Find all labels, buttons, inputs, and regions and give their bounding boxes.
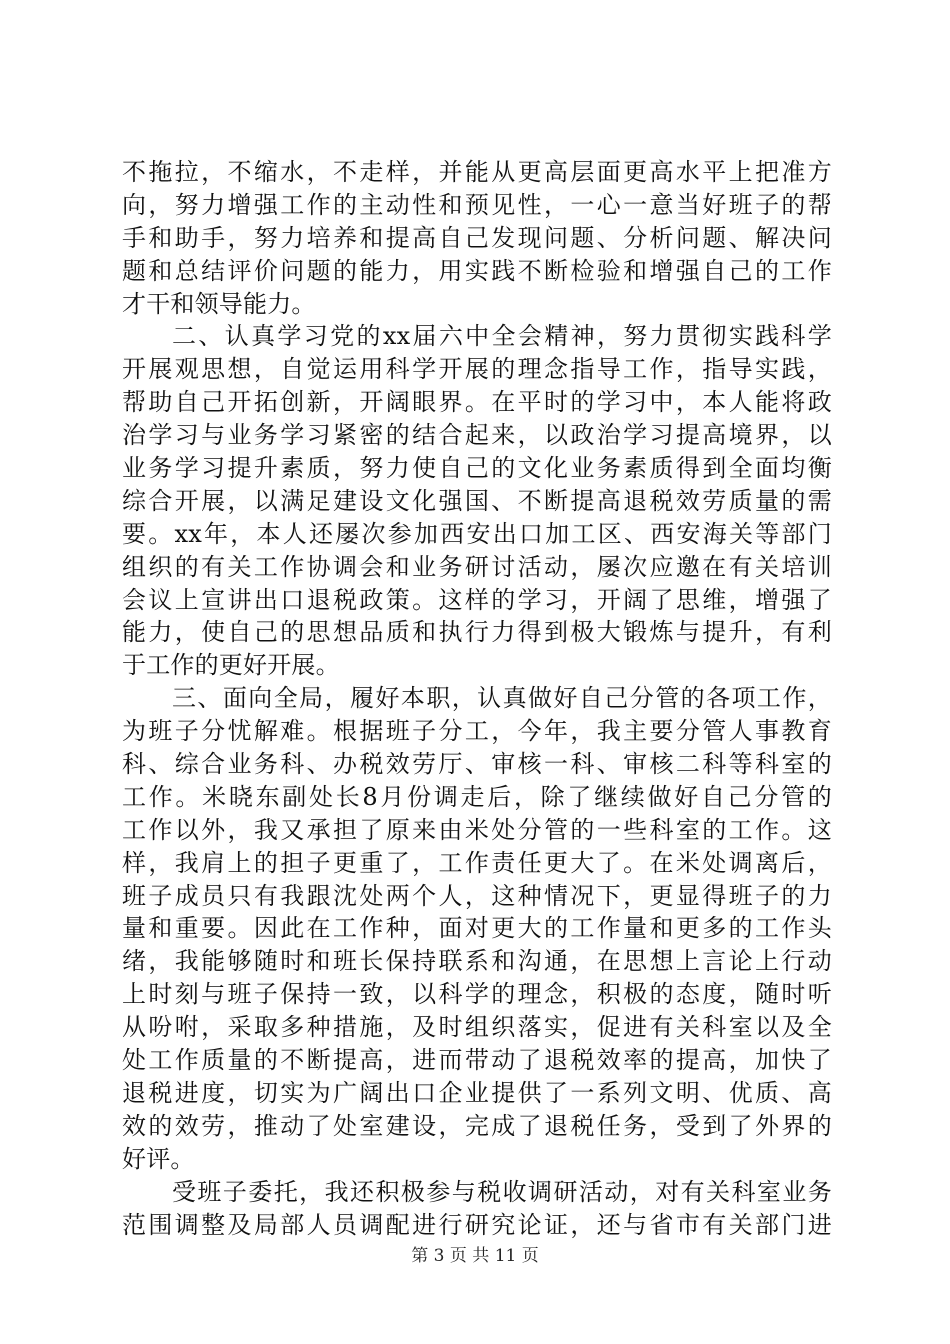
text-line: 二、认真学习党的xx届六中全会精神，努力贯彻实践科学 xyxy=(172,322,832,351)
paragraph-research xyxy=(122,1176,832,1242)
document-body xyxy=(122,156,832,1241)
text-line: 工作以外，我又承担了原来由米处分管的一些科室的工作。这 xyxy=(122,815,832,844)
text-line: 不拖拉，不缩水，不走样，并能从更高层面更高水平上把准方 xyxy=(122,158,832,186)
text-line: 好评。 xyxy=(122,1144,195,1173)
text-line: 能力，使自己的思想品质和执行力得到极大锻炼与提升，有利 xyxy=(122,618,832,647)
text-line: 手和助手，努力培养和提高自己发现问题、分析问题、解决问 xyxy=(122,223,832,252)
text-line: 综合开展，以满足建设文化强国、不断提高退税效劳质量的需 xyxy=(122,486,832,515)
paragraph-duties xyxy=(122,682,832,1175)
paragraph-continuation xyxy=(122,156,832,320)
text-line: 治学习与业务学习紧密的结合起来，以政治学习提高境界，以 xyxy=(122,421,832,450)
page-number-footer: 第 3 页 共 11 页 xyxy=(411,1246,539,1266)
text-line: 班子成员只有我跟沈处两个人，这种情况下，更显得班子的力 xyxy=(122,881,832,910)
text-line: 帮助自己开拓创新，开阔眼界。在平时的学习中，本人能将政 xyxy=(122,388,832,417)
text-line: 效的效劳，推动了处室建设，完成了退税任务，受到了外界的 xyxy=(122,1111,832,1140)
text-line: 受班子委托，我还积极参与税收调研活动，对有关科室业务 xyxy=(172,1177,832,1206)
text-line: 会议上宣讲出口退税政策。这样的学习，开阔了思维，增强了 xyxy=(122,585,832,614)
text-line: 上时刻与班子保持一致，以科学的理念，积极的态度，随时听 xyxy=(122,980,832,1009)
text-line: 开展观思想，自觉运用科学开展的理念指导工作，指导实践， xyxy=(122,355,832,384)
text-line: 组织的有关工作协调会和业务研讨活动，屡次应邀在有关培训 xyxy=(122,552,832,581)
text-line: 工作。米晓东副处长8月份调走后，除了继续做好自己分管的 xyxy=(122,782,832,811)
text-line: 从吩咐，采取多种措施，及时组织落实，促进有关科室以及全 xyxy=(122,1013,832,1042)
text-line: 才干和领导能力。 xyxy=(122,289,316,318)
text-line: 范围调整及局部人员调配进行研究论证，还与省市有关部门进 xyxy=(122,1210,832,1239)
text-line: 退税进度，切实为广阔出口企业提供了一系列文明、优质、高 xyxy=(122,1078,832,1107)
text-line: 题和总结评价问题的能力，用实践不断检验和增强自己的工作 xyxy=(122,256,832,285)
text-line: 处工作质量的不断提高，进而带动了退税效率的提高，加快了 xyxy=(122,1046,832,1075)
text-line: 样，我肩上的担子更重了，工作责任更大了。在米处调离后， xyxy=(122,848,832,877)
text-line: 要。xx年，本人还屡次参加西安出口加工区、西安海关等部门 xyxy=(122,519,832,548)
text-line: 科、综合业务科、办税效劳厅、审核一科、审核二科等科室的 xyxy=(122,750,832,779)
text-line: 三、面向全局，履好本职，认真做好自己分管的各项工作， xyxy=(172,684,832,713)
text-line: 为班子分忧解难。根据班子分工，今年，我主要分管人事教育 xyxy=(122,717,832,746)
text-line: 向，努力增强工作的主动性和预见性，一心一意当好班子的帮 xyxy=(122,190,832,219)
paragraph-study xyxy=(122,320,832,682)
text-line: 量和重要。因此在工作种，面对更大的工作量和更多的工作头 xyxy=(122,914,832,943)
text-line: 绪，我能够随时和班长保持联系和沟通，在思想上言论上行动 xyxy=(122,947,832,976)
text-line: 于工作的更好开展。 xyxy=(122,651,340,680)
text-line: 业务学习提升素质，努力使自己的文化业务素质得到全面均衡 xyxy=(122,454,832,483)
